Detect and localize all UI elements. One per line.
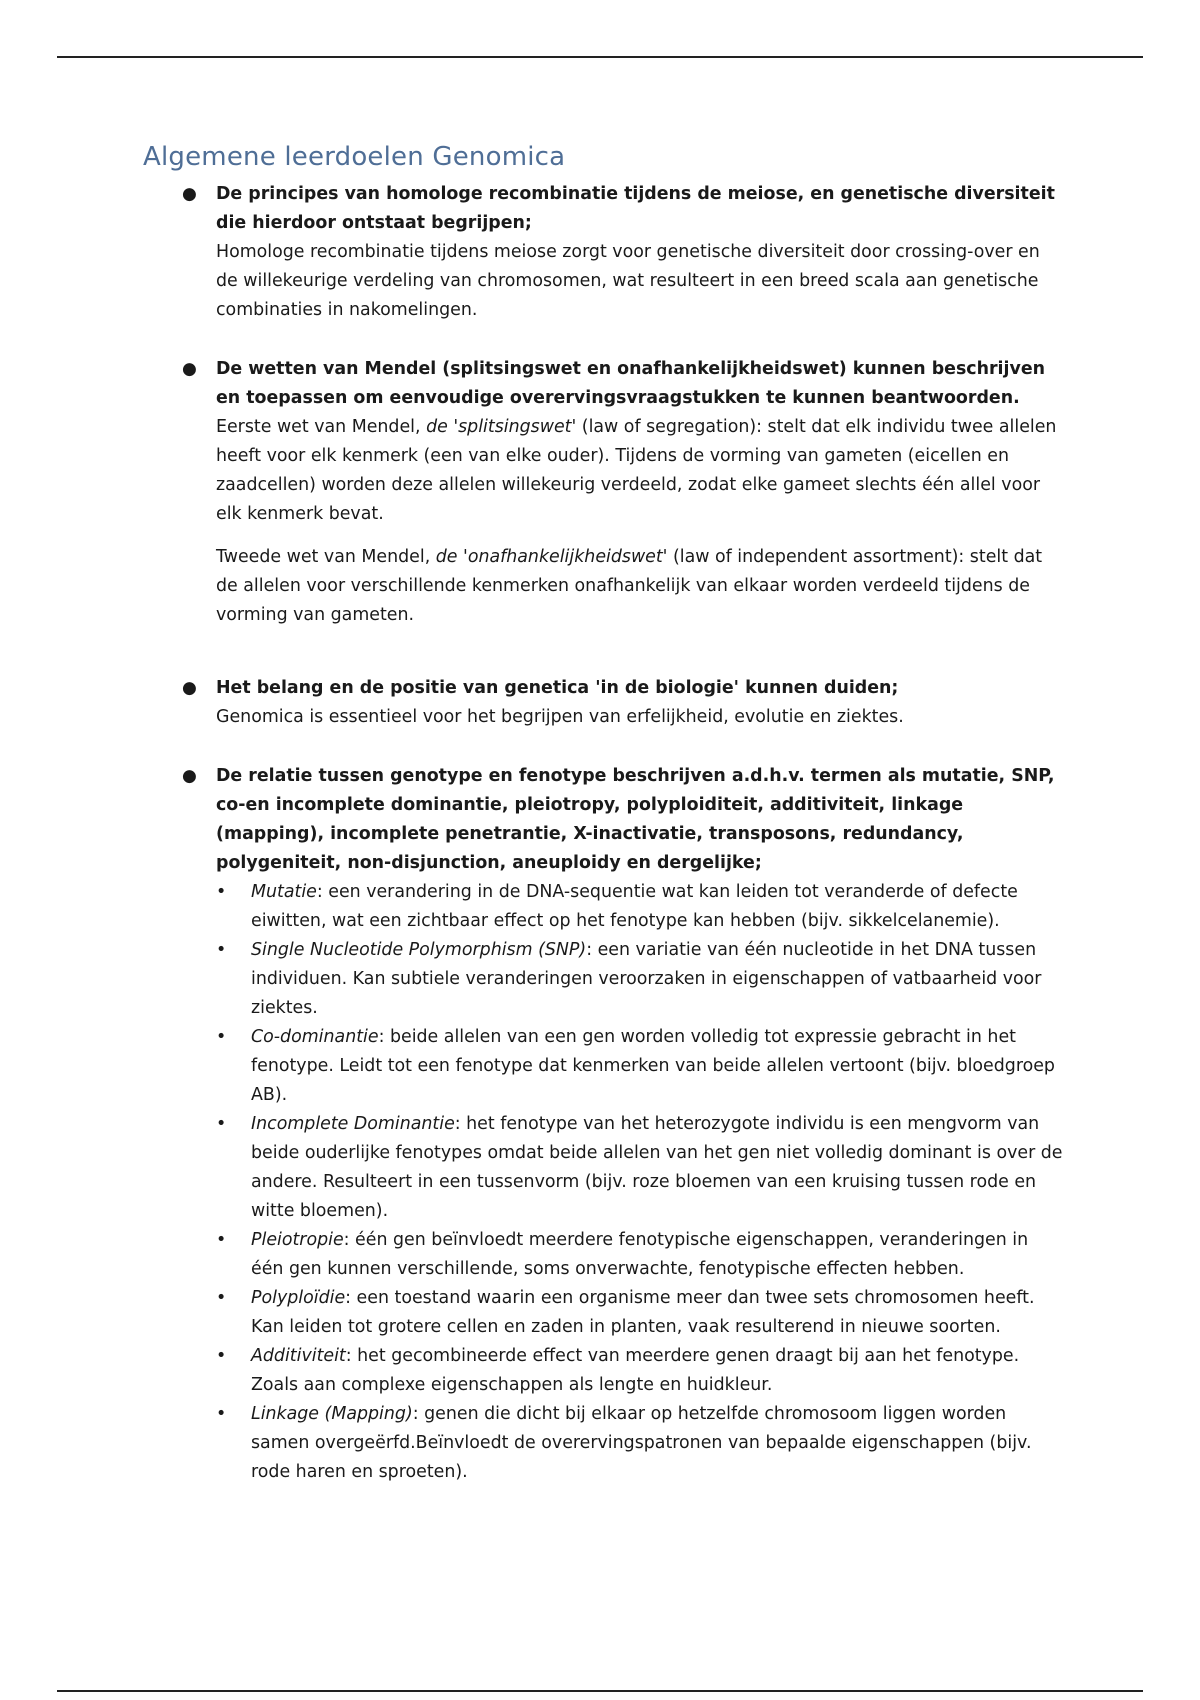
term-definition-item — [216, 1342, 1066, 1400]
bullet-icon: • — [216, 1230, 227, 1250]
term-definition-item — [216, 1284, 1066, 1342]
term-definition-item — [216, 1400, 1066, 1487]
goal-question: De wetten van Mendel (splitsingswet en onafhankelijkheidswet) kunnen beschrijven en toepassen om eenvoudige overervingsvraagstukken te kunnen beantwoorden. — [216, 359, 1045, 408]
list-item — [176, 355, 1066, 630]
term-definition-item — [216, 1023, 1066, 1110]
term-definition-item — [216, 1226, 1066, 1284]
term-definition: : genen die dicht bij elkaar op hetzelfde chromosoom liggen worden samen overgeërfd.Beïnvloedt de overervingspatronen van bepaalde eigenschappen (bijv. rode haren en sproeten). — [251, 1404, 1032, 1482]
term: Pleiotropie — [251, 1230, 344, 1250]
term: Single Nucleotide Polymorphism (SNP) — [251, 940, 587, 960]
page-title: Algemene leerdoelen Genomica — [143, 142, 566, 172]
list-item — [176, 674, 1066, 732]
bullet-icon: ● — [182, 678, 197, 698]
bullet-icon: • — [216, 882, 227, 902]
goal-question: De principes van homologe recombinatie tijdens de meiose, en genetische diversiteit die hierdoor ontstaat begrijpen; — [216, 184, 1055, 233]
goal-answer — [216, 543, 1066, 630]
header-rule — [57, 56, 1143, 58]
answer-term: de 'onafhankelijkheidswet' — [435, 547, 668, 567]
goal-question: De relatie tussen genotype en fenotype beschrijven a.d.h.v. termen als mutatie, SNP, co-en incomplete dominantie, pleiotropy, polyploiditeit, additiviteit, linkage (mapping), incomplete penetrantie, X-inactivatie, transposons, redundancy, polygeniteit, non-disjunction, aneuploidy en dergelijke; — [216, 766, 1055, 873]
term: Incomplete Dominantie — [251, 1114, 455, 1134]
bullet-icon: ● — [182, 359, 197, 379]
bullet-icon: • — [216, 1404, 227, 1424]
answer-text: Eerste wet van Mendel, — [216, 417, 427, 437]
goal-question: Het belang en de positie van genetica 'in de biologie' kunnen duiden; — [216, 678, 899, 698]
term-definition-item — [216, 936, 1066, 1023]
term: Polyploïdie — [251, 1288, 346, 1308]
bullet-icon: • — [216, 1027, 227, 1047]
list-item — [176, 762, 1066, 1487]
term: Mutatie — [251, 882, 317, 902]
term-definition: : een variatie van één nucleotide in het DNA tussen individuen. Kan subtiele veranderingen veroorzaken in eigenschappen of vatbaarheid voor ziektes. — [251, 940, 1042, 1018]
answer-term: de 'splitsingswet' — [426, 417, 577, 437]
learning-goals-list — [176, 180, 1066, 1487]
term-definition-item — [216, 1110, 1066, 1226]
term-definition: : een toestand waarin een organisme meer dan twee sets chromosomen heeft. Kan leiden tot grotere cellen en zaden in planten, vaak resulterend in nieuwe soorten. — [251, 1288, 1035, 1337]
bullet-icon: ● — [182, 184, 197, 204]
answer-text: Tweede wet van Mendel, — [216, 547, 436, 567]
terms-sublist — [216, 878, 1066, 1487]
term-definition: : een verandering in de DNA-sequentie wat kan leiden tot veranderde of defecte eiwitten, wat een zichtbaar effect op het fenotype kan hebben (bijv. sikkelcelanemie). — [251, 882, 1018, 931]
term: Linkage (Mapping) — [251, 1404, 413, 1424]
bullet-icon: ● — [182, 766, 197, 786]
term: Additiviteit — [251, 1346, 346, 1366]
term-definition-item — [216, 878, 1066, 936]
list-item — [176, 180, 1066, 325]
goal-answer — [216, 413, 1066, 529]
bullet-icon: • — [216, 940, 227, 960]
term-definition: : het gecombineerde effect van meerdere genen draagt bij aan het fenotype. Zoals aan complexe eigenschappen als lengte en huidkleur. — [251, 1346, 1020, 1395]
bullet-icon: • — [216, 1288, 227, 1308]
goal-answer: Genomica is essentieel voor het begrijpen van erfelijkheid, evolutie en ziektes. — [216, 707, 904, 727]
term: Co-dominantie — [251, 1027, 379, 1047]
answer-text: (law of segregation): stelt dat elk individu twee allelen heeft voor elk kenmerk (een van elke ouder). Tijdens de vorming van gameten (eicellen en zaadcellen) worden deze allelen willekeurig verdeeld, zodat elke gameet slechts één allel voor elk kenmerk bevat. — [216, 417, 1057, 524]
term-definition: : beide allelen van een gen worden volledig tot expressie gebracht in het fenotype. Leidt tot een fenotype dat kenmerken van beide allelen vertoont (bijv. bloedgroep AB). — [251, 1027, 1055, 1105]
term-definition: : het fenotype van het heterozygote individu is een mengvorm van beide ouderlijke fenotypes omdat beide allelen van het gen niet volledig dominant is over de andere. Resulteert in een tussenvorm (bijv. roze bloemen van een kruising tussen rode en witte bloemen). — [251, 1114, 1063, 1221]
goal-answer: Homologe recombinatie tijdens meiose zorgt voor genetische diversiteit door crossing-over en de willekeurige verdeling van chromosomen, wat resulteert in een breed scala aan genetische combinaties in nakomelingen. — [216, 242, 1040, 320]
bullet-icon: • — [216, 1346, 227, 1366]
bullet-icon: • — [216, 1114, 227, 1134]
term-definition: : één gen beïnvloedt meerdere fenotypische eigenschappen, veranderingen in één gen kunnen verschillende, soms onverwachte, fenotypische effecten hebben. — [251, 1230, 1029, 1279]
footer-rule — [57, 1690, 1143, 1692]
answer-text: (law of independent assortment): stelt dat de allelen voor verschillende kenmerken onafhankelijk van elkaar worden verdeeld tijdens de vorming van gameten. — [216, 547, 1043, 625]
